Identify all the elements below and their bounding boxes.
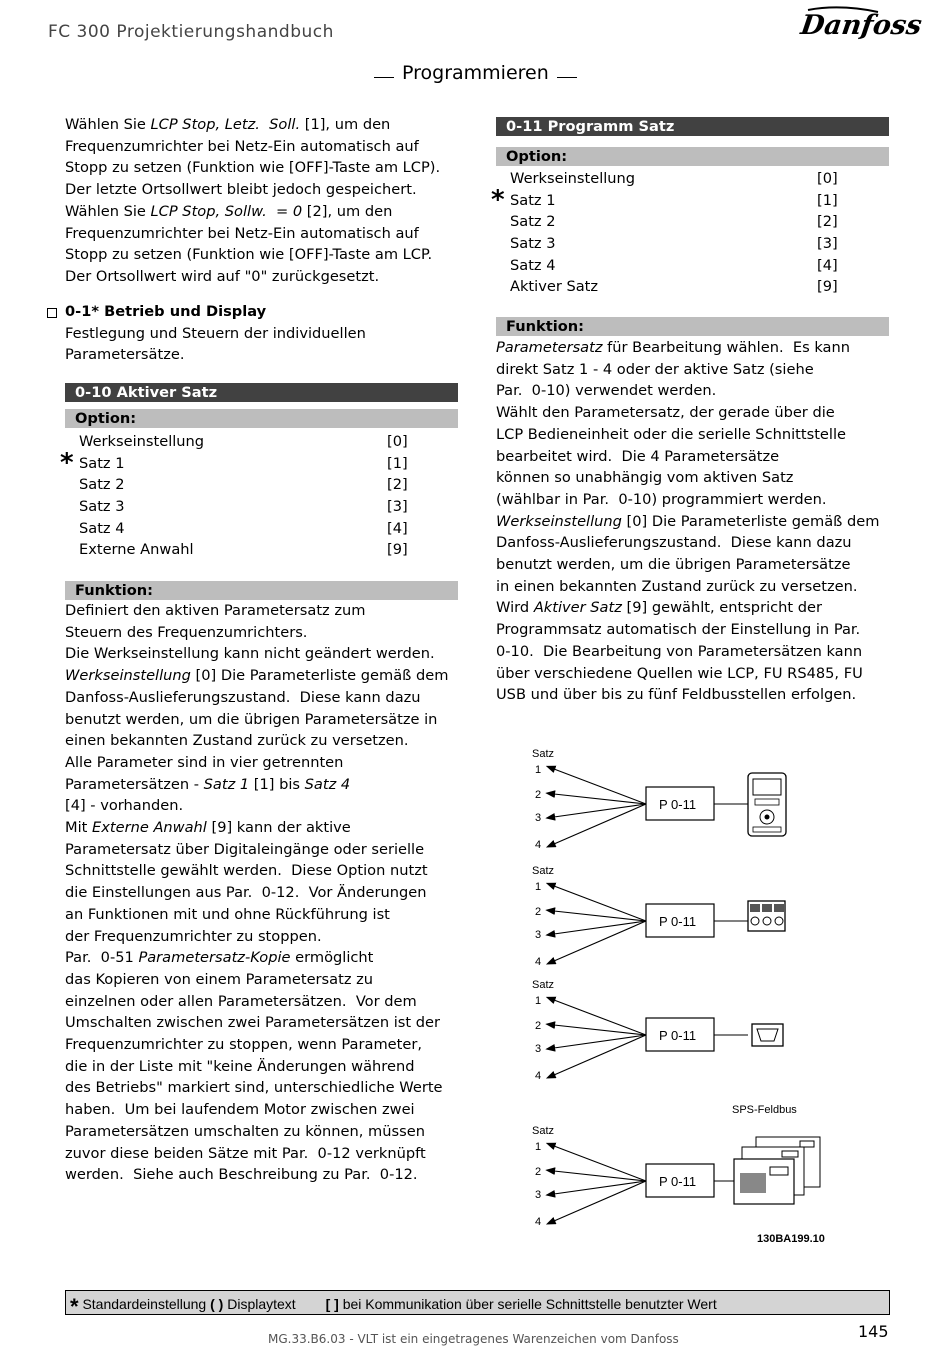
text-line <box>65 839 465 861</box>
text-segment: Wählt den Parametersatz, der gerade über die <box>496 404 835 422</box>
text-segment: an Funktionen mit und ohne Rückführung ist <box>65 905 390 923</box>
option-row <box>65 539 458 561</box>
text-line <box>65 1034 465 1056</box>
diagram-group <box>532 1125 820 1228</box>
text-line <box>65 1164 465 1186</box>
text-segment: [0] Die Parameterliste gemäß dem <box>190 667 449 685</box>
satz-label: Satz <box>532 865 555 877</box>
option-value: [2] <box>387 476 408 494</box>
text-segment: der Frequenzumrichter zu stoppen. <box>65 927 322 945</box>
text-line <box>65 774 465 796</box>
option-value: [3] <box>387 498 408 516</box>
text-line <box>65 730 465 752</box>
text-segment: Der Ortsollwert wird auf "0" zurückgesetzt. <box>65 267 380 285</box>
text-line <box>496 359 896 381</box>
satz-number: 1 <box>535 1141 542 1153</box>
text-line <box>496 402 896 424</box>
text-segment: das Kopieren von einem Parametersatz zu <box>65 970 374 988</box>
group-checkbox-icon <box>47 308 57 318</box>
param-box-label: P 0-11 <box>659 1174 697 1189</box>
setup-source-diagram <box>520 740 840 1250</box>
text-segment: Stopp zu setzen (Funktion wie [OFF]-Taste am LCP). <box>65 159 441 177</box>
danfoss-logo <box>798 4 924 46</box>
text-segment: einzelnen oder allen Parametersätzen. Vor dem <box>65 992 417 1010</box>
text-line <box>496 554 896 576</box>
text-segment: des Betriebs" markiert sind, unterschiedliche Werte <box>65 1079 443 1097</box>
text-segment: Par. 0-10) verwendet werden. <box>496 382 717 400</box>
text-line <box>65 882 465 904</box>
option-value: [4] <box>387 519 408 537</box>
option-label: Satz 4 <box>79 519 125 537</box>
italic-text: Parametersatz-Kopie <box>138 949 291 967</box>
italic-text: Aktiver Satz <box>533 599 622 617</box>
param-0-10-block <box>65 383 458 428</box>
text-segment: direkt Satz 1 - 4 oder der aktive Satz (siehe <box>496 360 814 378</box>
satz-label: Satz <box>532 1125 555 1137</box>
param-box-label: P 0-11 <box>659 914 697 929</box>
option-row <box>496 276 889 298</box>
text-line <box>65 1121 465 1143</box>
satz-number: 1 <box>535 764 542 776</box>
text-line <box>65 643 465 665</box>
text-segment: benutzt werden, um die übrigen Parametersätze in <box>65 710 438 728</box>
text-segment: zuvor diese beiden Sätze mit Par. 0-12 verknüpft <box>65 1144 426 1162</box>
text-segment: LCP Bedieneinheit oder die serielle Schnittstelle <box>496 425 846 443</box>
text-segment: die Einstellungen aus Par. 0-12. Vor Änderungen <box>65 884 427 902</box>
param-0-10-option-header: Option: <box>65 409 458 428</box>
text-line <box>496 337 896 359</box>
option-label: Satz 2 <box>510 213 556 231</box>
intro-lines <box>65 114 465 288</box>
text-line <box>65 201 465 223</box>
legend-comm: bei Kommunikation über serielle Schnittstelle benutzter Wert <box>342 1296 717 1312</box>
text-segment: in einen bekannten Zustand zurück zu versetzen. <box>496 577 858 595</box>
text-segment: Danfoss-Auslieferungszustand. Diese kann dazu <box>496 534 852 552</box>
text-line <box>65 991 465 1013</box>
option-value: [3] <box>817 235 838 253</box>
option-row <box>65 496 458 518</box>
param-box-label: P 0-11 <box>659 797 697 812</box>
text-line <box>65 344 465 366</box>
section-title <box>366 62 585 84</box>
text-segment: Parametersatz über Digitaleingänge oder serielle <box>65 840 425 858</box>
option-row <box>65 474 458 496</box>
text-segment: Umschalten zwischen zwei Parametersätzen ist der <box>65 1014 441 1032</box>
text-line <box>65 1077 465 1099</box>
text-line <box>65 709 465 731</box>
document-title: FC 300 Projektierungshandbuch <box>48 22 334 42</box>
italic-text: Werkseinstellung <box>496 512 622 530</box>
legend-default: Standardeinstellung <box>82 1296 207 1312</box>
text-segment: werden. Siehe auch Beschreibung zu Par. 0-12. <box>65 1166 418 1184</box>
option-label: Satz 1 <box>510 191 556 209</box>
satz-number: 2 <box>535 789 542 801</box>
text-segment: [9] gewählt, entspricht der <box>621 599 822 617</box>
text-segment: Danfoss-Auslieferungszustand. Diese kann dazu <box>65 688 421 706</box>
text-line <box>496 424 896 446</box>
text-line <box>496 619 896 641</box>
text-line <box>65 860 465 882</box>
text-segment: bearbeitet wird. Die 4 Parametersätze <box>496 447 780 465</box>
satz-number: 3 <box>535 929 542 941</box>
option-row <box>65 431 458 453</box>
diagram-group <box>532 979 783 1082</box>
text-segment: für Bearbeitung wählen. Es kann <box>602 339 850 356</box>
option-label: Satz 3 <box>79 498 125 516</box>
text-segment: Frequenzumrichter bei Netz-Ein automatisch auf <box>65 224 419 242</box>
text-line <box>496 597 896 619</box>
text-line <box>496 467 896 489</box>
italic-text: LCP Stop, Letz. Soll. <box>150 116 301 133</box>
text-line <box>65 223 465 245</box>
param-0-11-block <box>496 117 889 166</box>
text-line <box>65 600 465 622</box>
text-line <box>65 244 465 266</box>
text-segment: [2], um den <box>302 202 393 220</box>
legend-bracket: [ ] <box>325 1296 339 1312</box>
text-segment: die in der Liste mit "keine Änderungen während <box>65 1057 415 1075</box>
option-label: Externe Anwahl <box>79 541 194 559</box>
param-0-11-option-header: Option: <box>496 147 889 166</box>
text-line <box>496 532 896 554</box>
text-line <box>65 179 465 201</box>
text-segment: [9] kann der aktive <box>206 819 351 837</box>
text-segment: Wird <box>496 599 534 617</box>
option-label: Aktiver Satz <box>510 278 599 296</box>
param-0-10-function-block <box>65 581 458 600</box>
text-segment: Stopp zu setzen (Funktion wie [OFF]-Taste am LCP. <box>65 246 433 264</box>
text-segment: [1] bis <box>249 775 305 793</box>
option-label: Satz 1 <box>79 454 125 472</box>
text-line <box>496 489 896 511</box>
text-segment: haben. Um bei laufendem Motor zwischen zwei <box>65 1101 415 1119</box>
option-value: [4] <box>817 256 838 274</box>
option-value: [9] <box>817 278 838 296</box>
param-0-10-function-header: Funktion: <box>65 581 458 600</box>
option-value: [1] <box>817 191 838 209</box>
option-row <box>496 255 889 277</box>
text-line <box>496 576 896 598</box>
text-segment: Definiert den aktiven Parametersatz zum <box>65 602 366 619</box>
text-segment: Parametersätzen umschalten zu können, müssen <box>65 1122 425 1140</box>
text-segment: ermöglicht <box>290 949 374 967</box>
satz-number: 3 <box>535 812 542 824</box>
param-0-11-function-block <box>496 317 889 336</box>
text-segment: 0-10. Die Bearbeitung von Parametersätzen kann <box>496 642 863 660</box>
satz-number: 3 <box>535 1043 542 1055</box>
satz-number: 2 <box>535 1020 542 1032</box>
legend-paren: ( ) <box>210 1296 224 1312</box>
group-description <box>65 323 465 366</box>
italic-text: Parametersatz <box>496 339 603 356</box>
italic-text: Werkseinstellung <box>65 667 191 685</box>
satz-number: 4 <box>535 1070 542 1082</box>
text-segment: [1], um den <box>300 116 391 133</box>
text-line <box>496 380 896 402</box>
group-heading: 0-1* Betrieb und Display <box>65 303 267 320</box>
param-0-11-title: 0-11 Programm Satz <box>496 117 889 136</box>
option-label: Satz 2 <box>79 476 125 494</box>
param-0-11-function-text <box>496 337 896 706</box>
page-number: 145 <box>858 1322 889 1341</box>
text-segment: können so unabhängig vom aktiven Satz <box>496 469 794 487</box>
text-segment: Programmsatz automatisch der Einstellung in Par. <box>496 621 861 639</box>
text-segment: Parametersätzen - <box>65 775 204 793</box>
option-row <box>496 233 889 255</box>
text-segment: Alle Parameter sind in vier getrennten <box>65 753 344 771</box>
satz-number: 2 <box>535 1166 542 1178</box>
param-0-11-function-header: Funktion: <box>496 317 889 336</box>
option-label: Werkseinstellung <box>79 433 205 450</box>
text-segment: [4] - vorhanden. <box>65 797 184 815</box>
option-value: [9] <box>387 541 408 559</box>
text-line <box>65 136 465 158</box>
satz-number: 3 <box>535 1189 542 1201</box>
param-0-11-options <box>491 168 889 298</box>
text-line <box>65 926 465 948</box>
text-line <box>65 1143 465 1165</box>
legend-display: Displaytext <box>227 1296 296 1312</box>
text-line <box>65 157 465 179</box>
text-line <box>65 323 465 345</box>
text-line <box>65 687 465 709</box>
satz-number: 1 <box>535 995 542 1007</box>
fieldbus-label: SPS-Feldbus <box>732 1104 797 1116</box>
option-row <box>496 168 889 190</box>
group-section <box>65 301 465 366</box>
text-segment: einen bekannten Zustand zurück zu versetzen. <box>65 732 409 750</box>
italic-text: Satz 1 <box>203 775 250 793</box>
text-line <box>65 1056 465 1078</box>
text-segment: über verschiedene Quellen wie LCP, FU RS485, FU <box>496 664 863 682</box>
option-row <box>491 184 889 215</box>
text-line <box>65 266 465 288</box>
satz-number: 4 <box>535 1216 542 1228</box>
text-line <box>65 114 465 136</box>
text-segment: Frequenzumrichter bei Netz-Ein automatisch auf <box>65 137 419 155</box>
satz-number: 4 <box>535 839 542 851</box>
text-segment: Schnittstelle gewählt werden. Diese Option nutzt <box>65 862 428 880</box>
usb-port-icon <box>752 1024 783 1046</box>
text-segment: Parametersätze. <box>65 346 185 364</box>
option-row <box>60 447 458 478</box>
param-0-10-options <box>60 431 458 561</box>
text-line <box>65 969 465 991</box>
option-row <box>496 211 889 233</box>
text-line <box>65 795 465 817</box>
text-segment: [0] Die Parameterliste gemäß dem <box>621 512 880 530</box>
legend-bar <box>65 1290 890 1319</box>
text-line <box>65 817 465 839</box>
text-line <box>65 904 465 926</box>
text-line <box>65 622 465 644</box>
text-line <box>65 752 465 774</box>
text-segment: Steuern des Frequenzumrichters. <box>65 623 308 641</box>
text-segment: Wählen Sie <box>65 202 151 220</box>
text-line <box>65 1012 465 1034</box>
text-line <box>496 511 896 533</box>
diagram-group <box>532 748 786 851</box>
option-value: [2] <box>817 213 838 231</box>
satz-label: Satz <box>532 748 555 760</box>
text-segment: USB und über bis zu fünf Feldbusstellen erfolgen. <box>496 686 857 704</box>
text-segment: Wählen Sie <box>65 116 151 133</box>
svg-text:Danfoss: Danfoss <box>798 10 924 41</box>
section-title-text: Programmieren <box>402 62 549 84</box>
text-line <box>65 1099 465 1121</box>
italic-text: LCP Stop, Sollw. = 0 <box>150 202 303 220</box>
figure-id: 130BA199.10 <box>757 1233 825 1245</box>
text-segment: Par. 0-51 <box>65 949 139 967</box>
satz-number: 2 <box>535 906 542 918</box>
intro-paragraph <box>65 114 465 288</box>
satz-number: 4 <box>535 956 542 968</box>
fieldbus-modules-icon <box>734 1137 820 1204</box>
option-label: Satz 4 <box>510 256 556 274</box>
default-star-icon: * <box>491 184 505 215</box>
option-label: Werkseinstellung <box>510 170 636 187</box>
italic-text: Satz 4 <box>304 775 351 793</box>
option-row <box>65 518 458 540</box>
satz-number: 1 <box>535 881 542 893</box>
terminal-block-icon <box>748 901 785 931</box>
default-star-icon: * <box>70 1294 79 1319</box>
text-segment: (wählbar in Par. 0-10) programmiert werden. <box>496 490 827 508</box>
text-segment: Festlegung und Steuern der individuellen <box>65 324 366 342</box>
default-star-icon: * <box>60 447 74 478</box>
text-segment: Die Werkseinstellung kann nicht geändert werden. <box>65 645 435 663</box>
text-line <box>65 947 465 969</box>
param-box-label: P 0-11 <box>659 1028 697 1043</box>
satz-label: Satz <box>532 979 555 991</box>
lcp-panel-icon <box>748 773 786 836</box>
text-line <box>496 446 896 468</box>
param-0-10-function-text <box>65 600 465 1186</box>
param-0-10-title: 0-10 Aktiver Satz <box>65 383 458 402</box>
text-segment: Mit <box>65 819 93 837</box>
text-segment: benutzt werden, um die übrigen Parametersätze <box>496 556 851 574</box>
text-segment: Frequenzumrichter zu stoppen, wenn Parameter, <box>65 1036 422 1054</box>
text-line <box>496 684 896 706</box>
text-line <box>65 665 465 687</box>
diagram-group <box>532 865 785 968</box>
option-value: [1] <box>387 454 408 472</box>
option-label: Satz 3 <box>510 235 556 253</box>
text-segment: Der letzte Ortsollwert bleibt jedoch gespeichert. <box>65 181 417 199</box>
footer-note: MG.33.B6.03 - VLT ist ein eingetragenes Warenzeichen vom Danfoss <box>268 1332 679 1346</box>
text-line <box>496 641 896 663</box>
option-value: [0] <box>387 433 408 450</box>
option-value: [0] <box>817 170 838 187</box>
italic-text: Externe Anwahl <box>92 819 207 837</box>
text-line <box>496 663 896 685</box>
